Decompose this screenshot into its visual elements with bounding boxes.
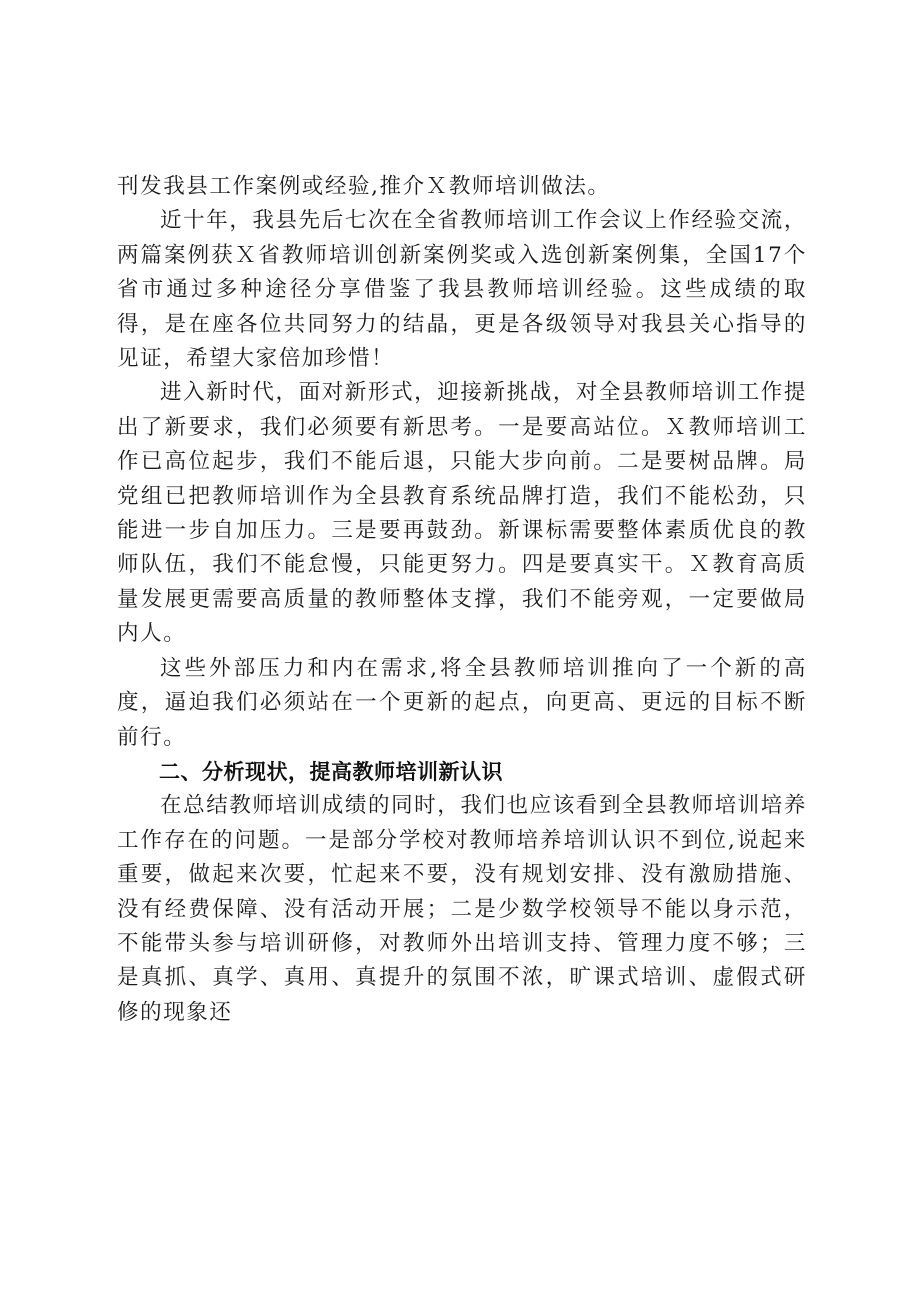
paragraph-current-problems: 在总结教师培训成绩的同时，我们也应该看到全县教师培训培养工作存在的问题。一是部分学校对教师培养培训认识不到位,说起来重要，做起来次要，忙起来不要，没有规划安排、没有激励措施、没有经费保障、没有活动开展；二是少数学校领导不能以身示范，不能带头参与培训研修，对教师外出培训支持、管理力度不够；三是真抓、真学、真用、真提升的氛围不浓，旷课式培训、虚假式研修的现象还 [117,793,807,1025]
section-heading: 二、分析现状，提高教师培训新认识 [159,759,503,784]
paragraph-achievements: 近十年，我县先后七次在全省教师培训工作会议上作经验交流，两篇案例获Ｘ省教师培训创新案例奖或入选创新案例集，全国17个省市通过多种途径分享借鉴了我县教师培训经验。这些成绩的取得，是在座各位共同努力的结晶，更是各级领导对我县关心指导的见证，希望大家倍加珍惜！ [117,208,807,372]
document-body [117,170,807,1030]
paragraph-continuation: 刊发我县工作案例或经验,推介Ｘ教师培训做法。 [117,174,611,199]
paragraph-pressure-and-demand: 这些外部压力和内在需求,将全县教师培训推向了一个新的高度，逼迫我们必须站在一个更新的起点，向更高、更远的目标不断前行。 [117,655,807,750]
paragraph-new-era-requirements: 进入新时代，面对新形式，迎接新挑战，对全县教师培训工作提出了新要求，我们必须要有新思考。一是要高站位。Ｘ教师培训工作已高位起步，我们不能后退，只能大步向前。二是要树品牌。局党组已把教师培训作为全县教育系统品牌打造，我们不能松劲，只能进一步自加压力。三是要再鼓劲。新课标需要整体素质优良的教师队伍，我们不能怠慢，只能更努力。四是要真实干。Ｘ教育高质量发展更需要高质量的教师整体支撑，我们不能旁观，一定要做局内人。 [117,380,807,647]
